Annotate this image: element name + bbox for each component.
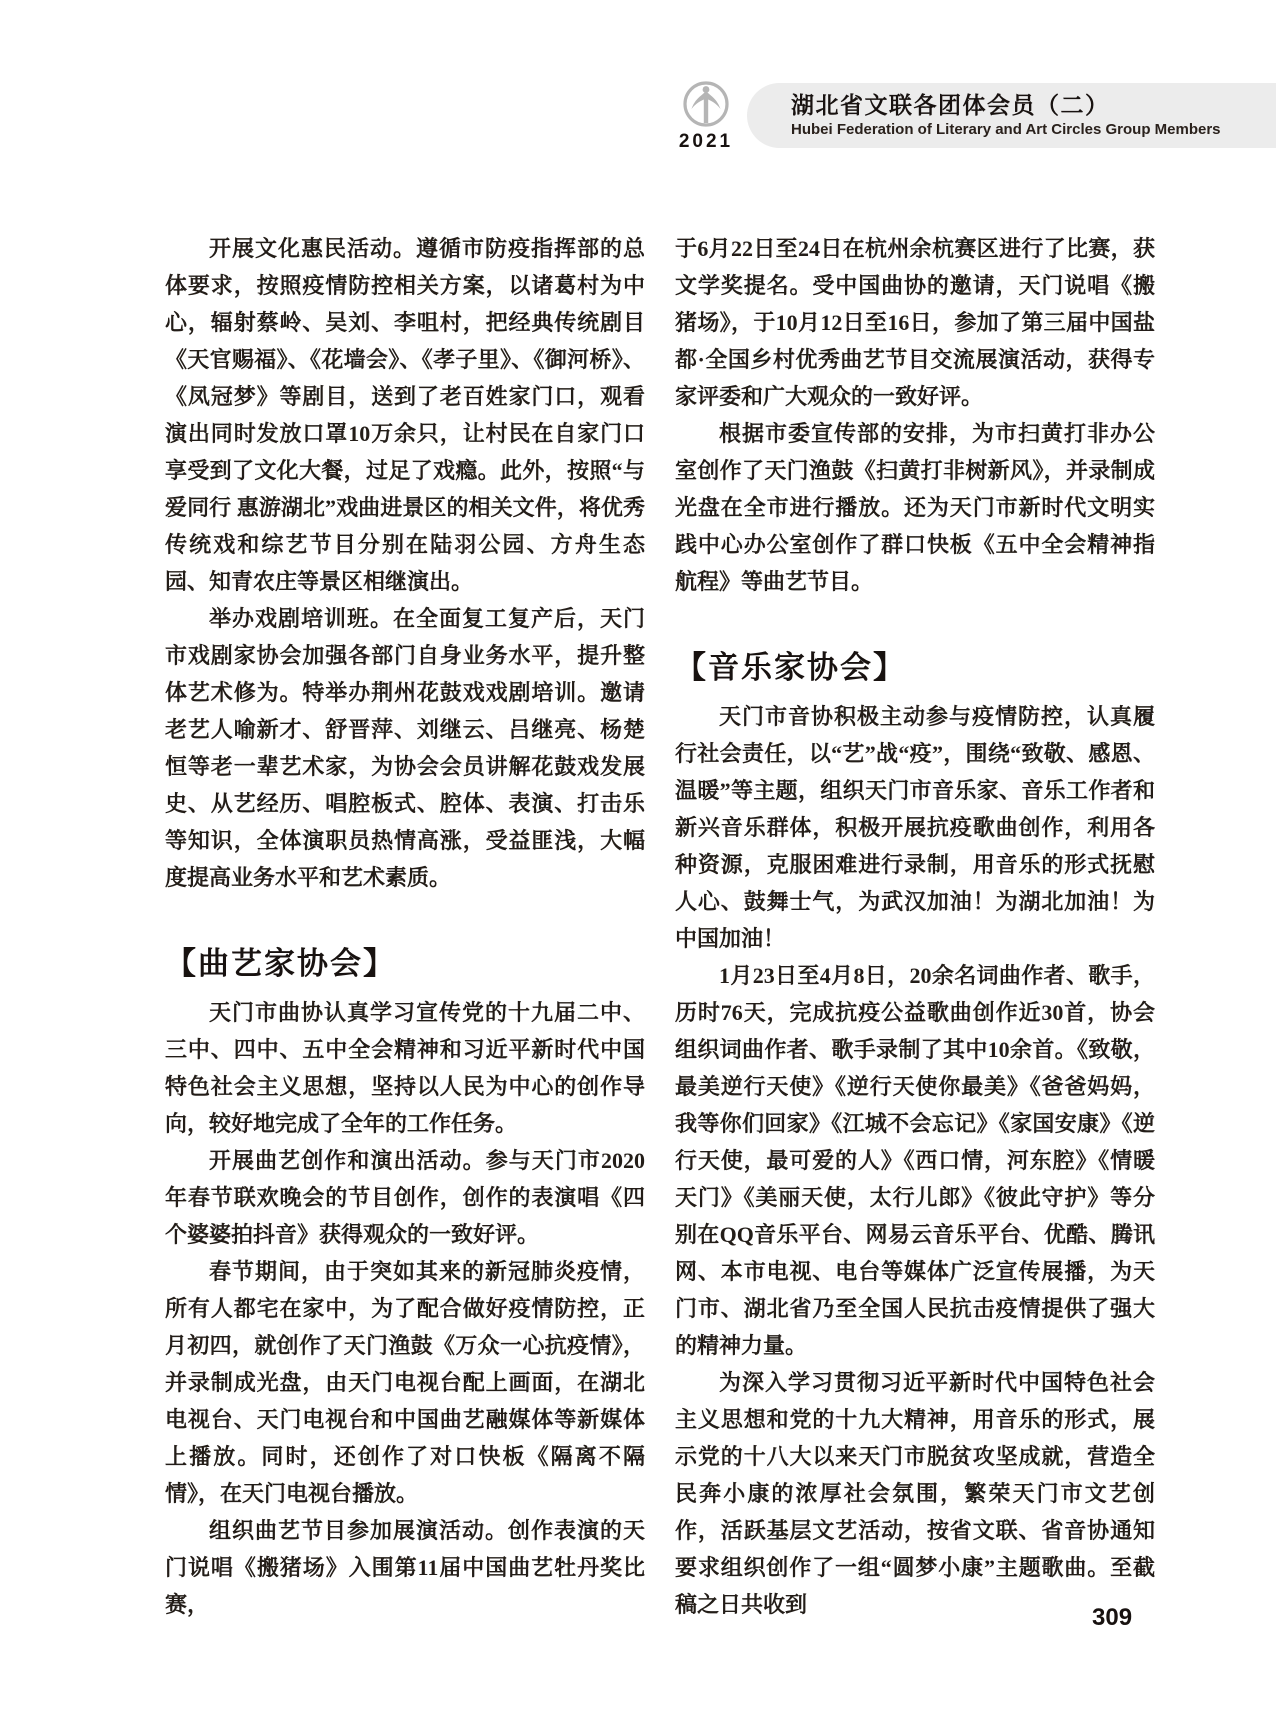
right-column [675,230,1155,1623]
page-number: 309 [1092,1604,1133,1631]
paragraph-drama-training-class: 举办戏剧培训班。在全面复工复产后，天门市戏剧家协会加强各部门自身业务水平，提升整体艺术修为。特举办荆州花鼓戏戏剧培训。邀请老艺人喻新才、舒晋萍、刘继云、吕继亮、杨楚恒等老一辈艺术家，为协会会员讲解花鼓戏发展史、从艺经历、唱腔板式、腔体、表演、打击乐等知识，全体演职员热情高涨，受益匪浅，大幅度提高业务水平和艺术素质。 [165,606,645,890]
paragraph-antiepidemic-songs: 1月23日至4月8日，20余名词曲作者、歌手，历时76天，完成抗疫公益歌曲创作近30首，协会组织词曲作者、歌手录制了其中10余首。《致敬，最美逆行天使》《逆行天使你最美》《爸爸妈妈，我等你们回家》《江城不会忘记》《家国安康》《逆行天使，最可爱的人》《西口情，河东腔》《情暖天门》《美丽天使，太行儿郎》《彼此守护》等分别在QQ音乐平台、网易云音乐平台、优酷、腾讯网、本市电视、电台等媒体广泛宣传展播，为天门市、湖北省乃至全国人民抗击疫情提供了强大的精神力量。 [675,963,1155,1358]
federation-emblem-icon [682,80,730,128]
left-column [165,230,645,1623]
paragraph-quyi-exhibition-continued: 于6月22日至24日在杭州余杭赛区进行了比赛，获文学奖提名。受中国曲协的邀请，天门说唱《搬猪场》，于10月12日至16日，参加了第三届中国盐都·全国乡村优秀曲艺节目交流展演活动，获得专家评委和广大观众的一致好评。 [675,236,1155,409]
paragraph-propaganda-department: 根据市委宣传部的安排，为市扫黄打非办公室创作了天门渔鼓《扫黄打非树新风》，并录制成光盘在全市进行播放。还为天门市新时代文明实践中心办公室创作了群口快板《五中全会精神指航程》等曲艺节目。 [675,421,1155,594]
logo-block [664,80,748,153]
header-subtitle: Hubei Federation of Literary and Art Circles Group Members [791,121,1221,138]
paragraph-music-epidemic-response: 天门市音协积极主动参与疫情防控，认真履行社会责任，以“艺”战“疫”，围绕“致敬、感恩、温暖”等主题，组织天门市音乐家、音乐工作者和新兴音乐群体，积极开展抗疫歌曲创作，利用各种资源，克服困难进行录制，用音乐的形式抚慰人心、鼓舞士气，为武汉加油！为湖北加油！为中国加油！ [675,704,1155,951]
paragraph-culture-benefit-activities: 开展文化惠民活动。遵循市防疫指挥部的总体要求，按照疫情防控相关方案，以诸葛村为中心，辐射蔡岭、吴刘、李咀村，把经典传统剧目《天官赐福》、《花墙会》、《孝子里》、《御河桥》、《凤冠梦》等剧目，送到了老百姓家门口，观看演出同时发放口罩10万余只，让村民在自家门口享受到了文化大餐，过足了戏瘾。此外，按照“与爱同行 惠游湖北”戏曲进景区的相关文件，将优秀传统戏和综艺节目分别在陆羽公园、方舟生态园、知青农庄等景区相继演出。 [165,236,645,594]
paragraph-quyi-exhibition: 组织曲艺节目参加展演活动。创作表演的天门说唱《搬猪场》入围第11届中国曲艺牡丹奖比赛， [165,1518,645,1617]
header-title-band [747,83,1276,148]
section-heading-quyi-association: 【曲艺家协会】 [165,946,396,981]
header-title: 湖北省文联各团体会员（二） [791,92,1110,118]
section-heading-musicians-association: 【音乐家协会】 [675,650,906,685]
paragraph-quyi-creation: 开展曲艺创作和演出活动。参与天门市2020年春节联欢晚会的节目创作，创作的表演唱《四个婆婆拍抖音》获得观众的一致好评。 [165,1148,645,1247]
logo-year: 2021 [678,131,734,152]
paragraph-quyi-study: 天门市曲协认真学习宣传党的十九届二中、三中、四中、五中全会精神和习近平新时代中国特色社会主义思想，坚持以人民为中心的创作导向，较好地完成了全年的工作任务。 [165,1000,645,1136]
paragraph-spring-festival-epidemic: 春节期间，由于突如其来的新冠肺炎疫情，所有人都宅在家中，为了配合做好疫情防控，正月初四，就创作了天门渔鼓《万众一心抗疫情》，并录制成光盘，由天门电视台配上画面，在湖北电视台、天门电视台和中国曲艺融媒体等新媒体上播放。同时，还创作了对口快板《隔离不隔情》，在天门电视台播放。 [165,1259,645,1506]
paragraph-xiaokang-theme-songs: 为深入学习贯彻习近平新时代中国特色社会主义思想和党的十九大精神，用音乐的形式，展示党的十八大以来天门市脱贫攻坚成就，营造全民奔小康的浓厚社会氛围，繁荣天门市文艺创作，活跃基层文艺活动，按省文联、省音协通知要求组织创作了一组“圆梦小康”主题歌曲。至截稿之日共收到 [675,1370,1155,1617]
